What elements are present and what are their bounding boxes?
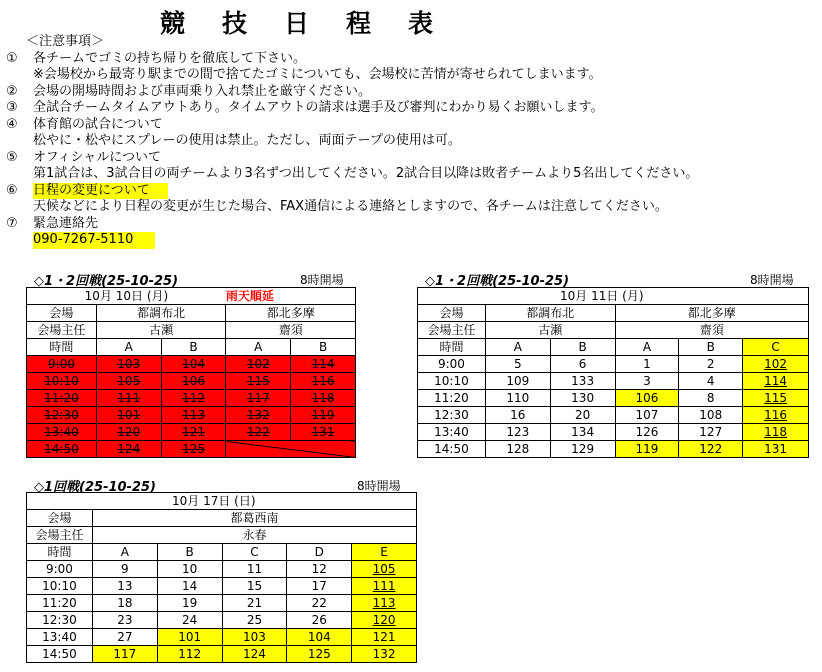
schedule1-rain-notice: 雨天順延 [226, 288, 356, 305]
table-row: 時間 A B C D E [27, 544, 417, 561]
chief-name: 齋須 [226, 322, 356, 339]
schedule2-open-time: 8時開場 [750, 273, 794, 287]
empty-slot [226, 441, 356, 458]
table-row: 12:30 101 113 132 119 [27, 407, 356, 424]
venue-name: 都葛西南 [92, 510, 416, 527]
chief-name: 古瀬 [96, 322, 226, 339]
venue-name: 都調布北 [96, 305, 226, 322]
schedule1-table [26, 287, 356, 458]
table-row: 9:00 9 10 11 12 105 [27, 561, 417, 578]
table-row: 9:00 5 6 1 2 102 [418, 356, 809, 373]
chief-name: 古瀬 [485, 322, 615, 339]
schedule3-title: ◇1回戦(25-10-25) [34, 480, 156, 495]
table-row: 11:20 110 130 106 8 115 [418, 390, 809, 407]
schedule2-date: 10月 11日 (月) [418, 288, 809, 305]
table-row: 13:40 27 101 103 104 121 [27, 629, 417, 646]
table-row: 会場主任 永春 [27, 527, 417, 544]
table-row [27, 493, 417, 510]
table-row: 会場主任 古瀬 齋須 [27, 322, 356, 339]
schedule2-title: ◇1・2回戦(25-10-25) [425, 274, 570, 289]
table-row: 会場 都調布北 都北多摩 [27, 305, 356, 322]
table-row: 12:30 23 24 25 26 120 [27, 612, 417, 629]
table-row: 14:50 128 129 119 122 131 [418, 441, 809, 458]
schedule3-open-time: 8時開場 [357, 479, 401, 493]
table-row: 会場 都調布北 都北多摩 [418, 305, 809, 322]
schedule3-table [26, 492, 417, 663]
table-row: 11:20 18 19 21 22 113 [27, 595, 417, 612]
table-row [27, 288, 356, 305]
chief-name: 齋須 [615, 322, 808, 339]
table-row: 12:30 16 20 107 108 116 [418, 407, 809, 424]
venue-name: 都調布北 [485, 305, 615, 322]
table-row: 10:10 105 106 115 116 [27, 373, 356, 390]
chief-name: 永春 [92, 527, 416, 544]
table-row: 14:50 124 125 [27, 441, 356, 458]
schedule1-open-time: 8時開場 [300, 273, 344, 287]
table-row [418, 288, 809, 305]
table-row: 11:20 111 112 117 118 [27, 390, 356, 407]
venue-name: 都北多摩 [615, 305, 808, 322]
page-title: 競 技 日 程 表 [160, 9, 438, 38]
schedule1-title: ◇1・2回戦(25-10-25) [34, 274, 179, 289]
table-row: 会場主任 古瀬 齋須 [418, 322, 809, 339]
table-row: 会場 都葛西南 [27, 510, 417, 527]
table-row: 14:50 117 112 124 125 132 [27, 646, 417, 663]
table-row: 時間 A B A B [27, 339, 356, 356]
table-row: 13:40 123 134 126 127 118 [418, 424, 809, 441]
venue-name: 都北多摩 [226, 305, 356, 322]
table-row: 時間 A B A B C [418, 339, 809, 356]
schedule2-table [417, 287, 809, 458]
schedule3-date: 10月 17日 (日) [27, 493, 417, 510]
schedule1-date: 10月 10日 (月) [27, 288, 226, 305]
table-row: 13:40 120 121 122 131 [27, 424, 356, 441]
table-row: 10:10 13 14 15 17 111 [27, 578, 417, 595]
table-row: 9:00 103 104 102 114 [27, 356, 356, 373]
table-row: 10:10 109 133 3 4 114 [418, 373, 809, 390]
